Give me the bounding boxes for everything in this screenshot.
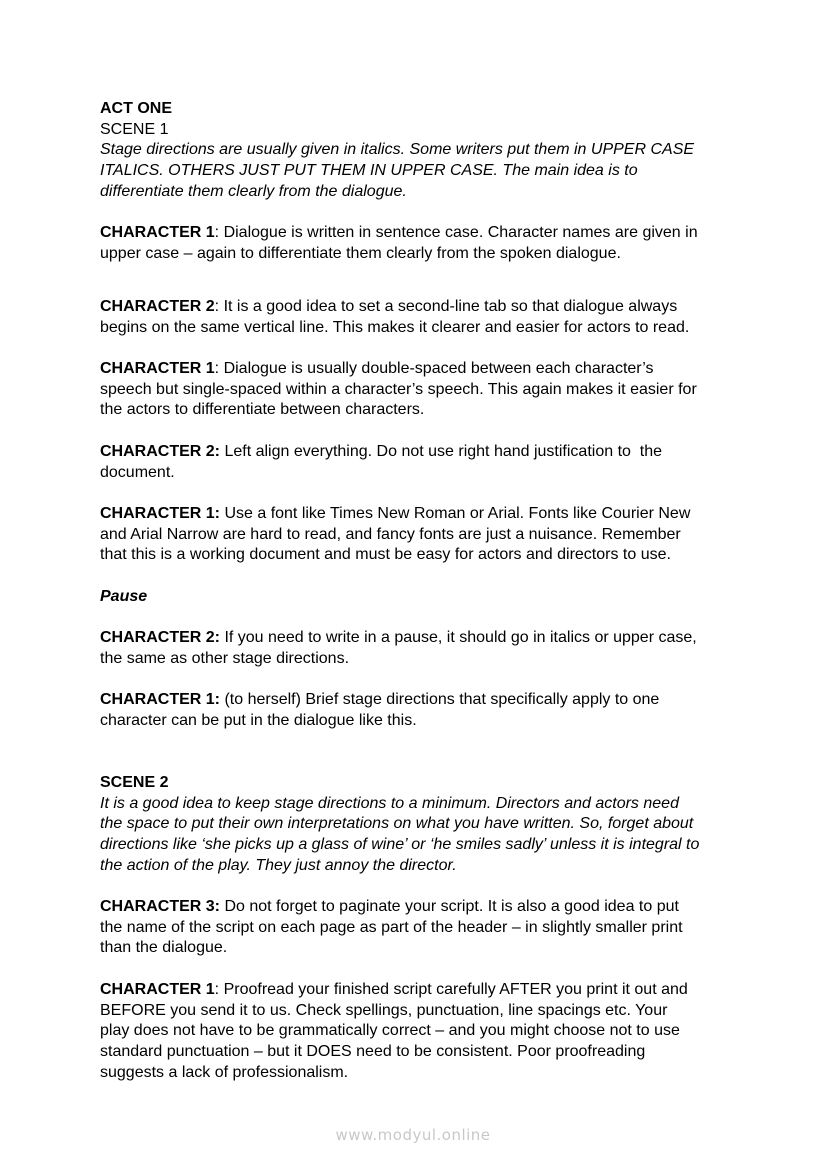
stage-direction-line: Stage directions are usually given in italics. Some writers put them in UPPER CASE [100, 141, 695, 159]
stage-direction-line: ITALICS. OTHERS JUST PUT THEM IN UPPER CASE. The main idea is to [100, 162, 638, 180]
speech [100, 980, 790, 1084]
dialogue-text: speech but single-spaced within a character’s speech. This again makes it easier for [100, 380, 697, 398]
speech-line [100, 504, 790, 525]
name-separator: : [214, 298, 220, 315]
character-name: CHARACTER 1: [100, 691, 220, 708]
speech-line [100, 223, 790, 244]
dialogue-text: suggests a lack of professionalism. [100, 1063, 349, 1081]
speech-line [100, 918, 790, 939]
stage-direction-line: the space to put their own interpretations on what you have written. So, forget about [100, 815, 694, 833]
name-separator: : [214, 981, 220, 998]
speech-line [100, 380, 790, 401]
speech [100, 223, 790, 264]
character-name: CHARACTER 2 [100, 298, 215, 315]
dialogue-text: the name of the script on each page as part of the header – in slightly smaller print [100, 918, 683, 936]
dialogue-text: standard punctuation – but it DOES need to be consistent. Poor proofreading [100, 1043, 646, 1061]
speech-line [100, 711, 790, 732]
speech-line [100, 1063, 790, 1084]
scene2-heading: SCENE 2 [100, 774, 169, 791]
speech [100, 628, 790, 669]
dialogue-text: begins on the same vertical line. This makes it clearer and easier for actors to read. [100, 318, 690, 336]
dialogue-text: Dialogue is written in sentence case. Character names are given in [219, 224, 698, 241]
dialogue-text: Proofread your finished script carefully AFTER you print it out and [219, 981, 688, 998]
dialogue-text: character can be put in the dialogue like this. [100, 711, 417, 729]
dialogue-text: than the dialogue. [100, 939, 228, 957]
scene1-heading: SCENE 1 [100, 120, 169, 138]
pause-text: Pause [100, 588, 148, 605]
scene2-block [100, 773, 790, 877]
dialogue-text: Use a font like Times New Roman or Arial. Fonts like Courier New [220, 505, 691, 522]
name-separator: : [214, 360, 220, 377]
speech-line [100, 1021, 790, 1042]
speech-line [100, 318, 790, 339]
stage-direction-line: directions like ‘she picks up a glass of wine’ or ‘he smiles sadly’ unless it is integral to [100, 836, 700, 854]
act-block [100, 99, 790, 203]
speech-line [100, 297, 790, 318]
character-name: CHARACTER 1 [100, 360, 215, 377]
name-separator: : [214, 224, 220, 241]
character-name: CHARACTER 3: [100, 898, 220, 915]
dialogue-text: the actors to differentiate between characters. [100, 401, 425, 419]
speech-line [100, 463, 790, 484]
speech [100, 690, 790, 731]
character-name: CHARACTER 1 [100, 981, 215, 998]
dialogue-text: Left align everything. Do not use right hand justification to the [220, 443, 663, 460]
speech-line [100, 690, 790, 711]
dialogue-text: BEFORE you send it to us. Check spellings, punctuation, line spacings etc. Your [100, 1001, 668, 1019]
dialogue-text: (to herself) Brief stage directions that specifically apply to one [220, 691, 660, 708]
speech-line [100, 628, 790, 649]
speech-line [100, 980, 790, 1001]
stage-direction-line: It is a good idea to keep stage directions to a minimum. Directors and actors need [100, 794, 679, 812]
speech-line [100, 938, 790, 959]
speech-line [100, 359, 790, 380]
character-name: CHARACTER 2: [100, 443, 220, 460]
character-name: CHARACTER 1: [100, 505, 220, 522]
dialogue-text: that this is a working document and must be easy for actors and directors to use. [100, 546, 671, 564]
speech [100, 504, 790, 566]
pause-direction [100, 587, 790, 608]
stage-direction-line: the action of the play. They just annoy the director. [100, 856, 457, 874]
stage-direction-line: differentiate them clearly from the dialogue. [100, 182, 407, 200]
speech-line [100, 525, 790, 546]
speech-line [100, 400, 790, 421]
dialogue-text: upper case – again to differentiate them clearly from the spoken dialogue. [100, 244, 621, 262]
dialogue-text: Dialogue is usually double-spaced between each character’s [219, 360, 654, 377]
speech [100, 359, 790, 421]
dialogue-text: the same as other stage directions. [100, 649, 350, 667]
speech-line [100, 244, 790, 265]
speech-line [100, 442, 790, 463]
speech-line [100, 1001, 790, 1022]
speech-line [100, 649, 790, 670]
watermark: www.modyul.online [335, 1126, 491, 1144]
dialogue-text: document. [100, 463, 175, 481]
speech-line [100, 545, 790, 566]
character-name: CHARACTER 2: [100, 629, 220, 646]
dialogue-text: It is a good idea to set a second-line tab so that dialogue always [219, 298, 678, 315]
speech [100, 297, 790, 338]
dialogue-text: Do not forget to paginate your script. It is also a good idea to put [220, 898, 679, 915]
speech-line [100, 1042, 790, 1063]
dialogue-text: and Arial Narrow are hard to read, and fancy fonts are just a nuisance. Remember [100, 525, 681, 543]
dialogue-text: play does not have to be grammatically correct – and you might choose not to use [100, 1022, 680, 1040]
dialogue-text: If you need to write in a pause, it should go in italics or upper case, [220, 629, 697, 646]
speech [100, 897, 790, 959]
character-name: CHARACTER 1 [100, 224, 215, 241]
speech-line [100, 897, 790, 918]
act-heading: ACT ONE [100, 100, 172, 117]
speech [100, 442, 790, 483]
